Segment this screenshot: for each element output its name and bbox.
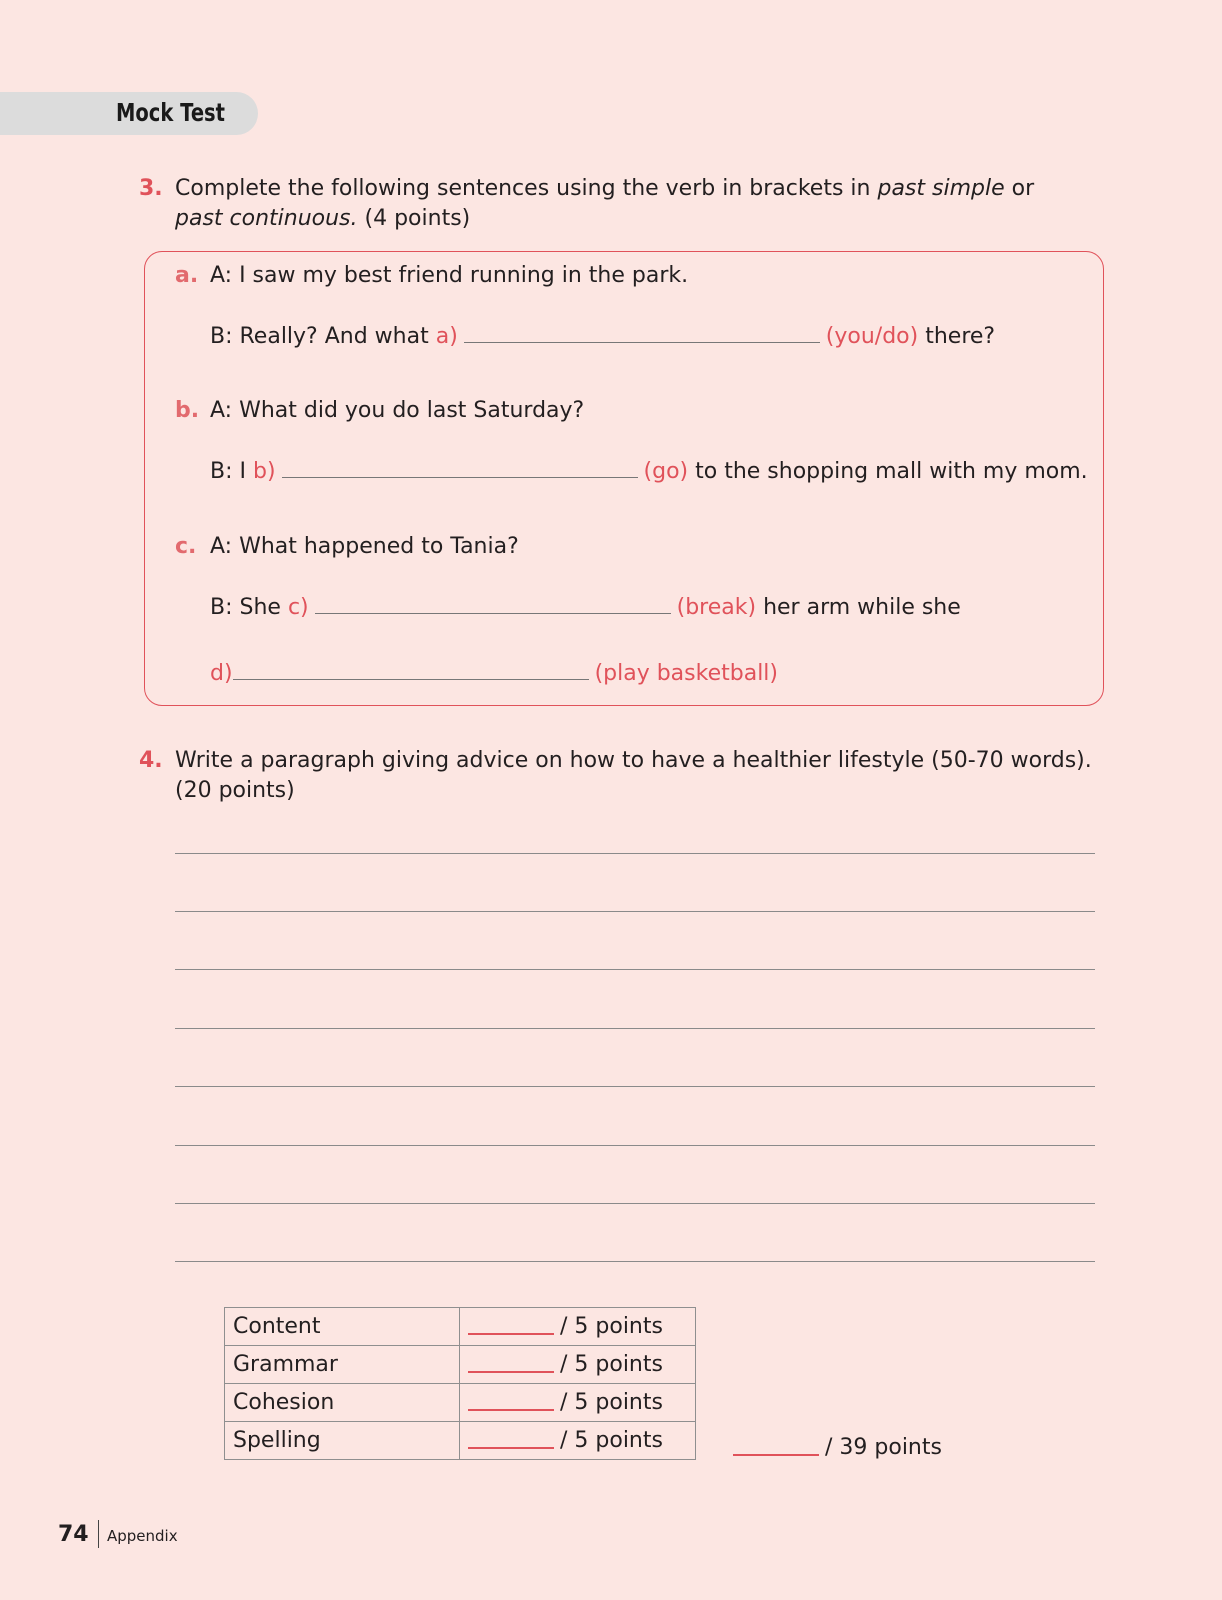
- item-b-hint: (go): [643, 459, 689, 484]
- item-a-hint: (you/do): [825, 324, 919, 349]
- item-a-line-a: A: I saw my best friend running in the park.: [210, 263, 689, 288]
- score-row-content: [225, 1308, 696, 1346]
- score-table: [224, 1307, 696, 1460]
- question-3-text-italic-2: past continuous.: [175, 206, 358, 231]
- question-3-points: (4 points): [357, 206, 471, 231]
- score-max: / 5 points: [560, 1428, 663, 1453]
- item-d-hint: (play basketball): [594, 661, 778, 686]
- item-c-hint: (break): [676, 595, 757, 620]
- item-d-blank-label: d): [210, 661, 233, 686]
- question-3-instructions: [175, 174, 1095, 234]
- question-3-text-b: or: [1004, 176, 1035, 201]
- answer-blank-b[interactable]: [282, 476, 638, 478]
- answer-blank-d[interactable]: [233, 678, 589, 680]
- item-c-blank-label: c): [287, 595, 309, 620]
- score-cell: [460, 1308, 696, 1346]
- writing-line-5[interactable]: [175, 1086, 1095, 1087]
- score-label: Content: [225, 1308, 460, 1346]
- question-3-number: 3.: [139, 176, 163, 201]
- score-blank[interactable]: [468, 1409, 554, 1411]
- question-3-text-a: Complete the following sentences using the verb in brackets in: [175, 176, 878, 201]
- total-score-max: / 39 points: [825, 1435, 942, 1460]
- score-max: / 5 points: [560, 1352, 663, 1377]
- item-c-line-b: [210, 593, 961, 623]
- question-4-number: 4.: [139, 748, 163, 773]
- footer-section: Appendix: [107, 1527, 178, 1545]
- item-b-line-a: A: What did you do last Saturday?: [210, 398, 585, 423]
- score-blank[interactable]: [468, 1371, 554, 1373]
- score-row-grammar: [225, 1346, 696, 1384]
- writing-line-8[interactable]: [175, 1261, 1095, 1262]
- total-score: [733, 1435, 942, 1460]
- writing-line-2[interactable]: [175, 911, 1095, 912]
- score-label: Spelling: [225, 1422, 460, 1460]
- item-a-line-b-pre: B: Really? And what: [210, 324, 436, 349]
- writing-line-3[interactable]: [175, 969, 1095, 970]
- answer-blank-a[interactable]: [464, 341, 820, 343]
- item-d-line: [210, 659, 778, 689]
- answer-blank-c[interactable]: [315, 612, 671, 614]
- item-c-label: c.: [175, 534, 197, 559]
- question-4-text-1: Write a paragraph giving advice on how to have a healthier lifestyle (50-70 words).: [175, 748, 1092, 773]
- score-cell: [460, 1346, 696, 1384]
- score-label: Grammar: [225, 1346, 460, 1384]
- item-b-line-b-pre: B: I: [210, 459, 253, 484]
- item-c-line-a: A: What happened to Tania?: [210, 534, 519, 559]
- item-b-line-b: [210, 457, 1088, 487]
- footer-divider: [98, 1520, 99, 1548]
- score-row-spelling: [225, 1422, 696, 1460]
- item-b-label: b.: [175, 398, 200, 423]
- question-4-points: (20 points): [175, 778, 295, 803]
- total-score-blank[interactable]: [733, 1454, 819, 1456]
- page-number: 74: [58, 1522, 89, 1547]
- writing-line-6[interactable]: [175, 1145, 1095, 1146]
- question-3-text-italic-1: past simple: [877, 176, 1005, 201]
- score-cell: [460, 1384, 696, 1422]
- question-4-instructions: [175, 746, 1115, 806]
- score-blank[interactable]: [468, 1333, 554, 1335]
- item-b-line-b-post: to the shopping mall with my mom.: [688, 459, 1088, 484]
- item-a-line-b: [210, 322, 995, 352]
- writing-line-7[interactable]: [175, 1203, 1095, 1204]
- item-c-line-b-pre: B: She: [210, 595, 288, 620]
- item-a-blank-label: a): [435, 324, 458, 349]
- item-a-line-b-post: there?: [918, 324, 996, 349]
- score-label: Cohesion: [225, 1384, 460, 1422]
- score-row-cohesion: [225, 1384, 696, 1422]
- item-c-line-b-post: her arm while she: [756, 595, 961, 620]
- item-a-label: a.: [175, 263, 199, 288]
- score-cell: [460, 1422, 696, 1460]
- header-tab-label: Mock Test: [116, 98, 225, 127]
- score-max: / 5 points: [560, 1390, 663, 1415]
- score-blank[interactable]: [468, 1447, 554, 1449]
- writing-line-4[interactable]: [175, 1028, 1095, 1029]
- score-max: / 5 points: [560, 1314, 663, 1339]
- writing-line-1[interactable]: [175, 853, 1095, 854]
- item-b-blank-label: b): [252, 459, 276, 484]
